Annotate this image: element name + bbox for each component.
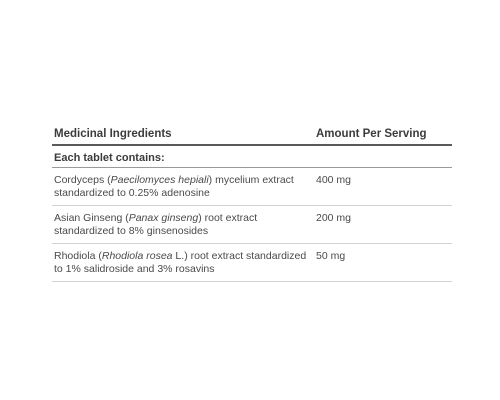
ingredient-latin-name: Rhodiola rosea [101, 250, 173, 262]
ingredient-name [52, 212, 312, 238]
table-row [52, 206, 452, 244]
table-row [52, 244, 452, 282]
ingredient-name-suffix: ) root extract standardized to 8% ginsenosides [54, 212, 258, 237]
ingredient-amount: 200 mg [316, 212, 352, 224]
table-row [52, 168, 452, 206]
table-subheader-row [52, 146, 452, 168]
ingredient-latin-name: Panax ginseng [128, 212, 199, 224]
ingredient-latin-name: Paecilomyces hepiali [110, 174, 209, 186]
column-header-amount: Amount Per Serving [316, 128, 427, 140]
ingredient-name-suffix: ) mycelium extract standardized to 0.25% adenosine [54, 174, 294, 199]
ingredient-name-prefix: Rhodiola ( [54, 250, 102, 262]
ingredient-name-prefix: Cordyceps ( [54, 174, 111, 186]
ingredient-name-suffix: L.) root extract standardized to 1% salidroside and 3% rosavins [54, 250, 307, 275]
ingredient-name [52, 174, 312, 200]
ingredient-amount: 400 mg [316, 174, 352, 186]
subheader-label: Each tablet contains: [54, 152, 165, 164]
ingredient-amount: 50 mg [316, 250, 346, 262]
table-header-row [52, 124, 452, 146]
column-header-ingredients: Medicinal Ingredients [54, 128, 172, 140]
ingredients-table [52, 124, 452, 282]
ingredient-name-prefix: Asian Ginseng ( [54, 212, 129, 224]
ingredient-name [52, 250, 312, 276]
